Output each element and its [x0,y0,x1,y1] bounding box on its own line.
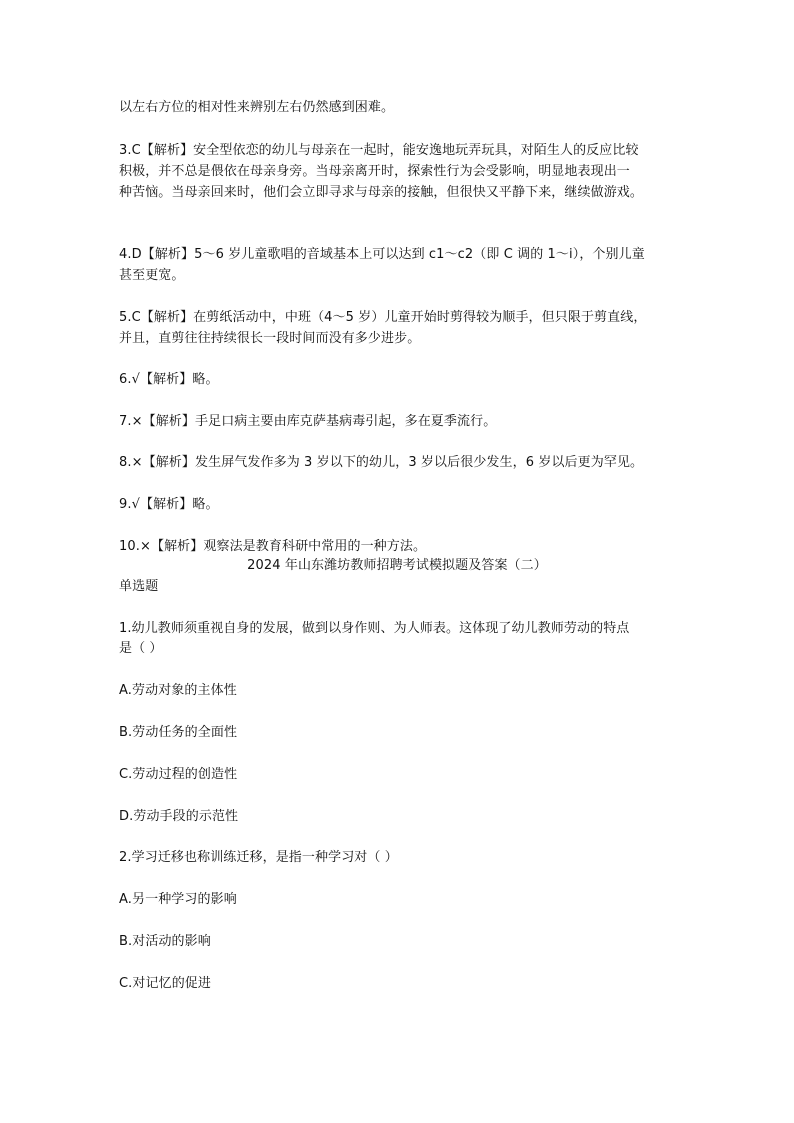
answer-6-line: 6.√【解析】略。 [119,372,219,387]
option-b: B.对活动的影响 [119,934,211,949]
answer-9-line: 9.√【解析】略。 [119,497,219,512]
option-c: C.劳动过程的创造性 [119,767,238,782]
section-heading: 单选题 [119,579,159,594]
option-c: C.对记忆的促进 [119,976,212,991]
answer-3-line: 积极，并不总是偎依在母亲身旁。当母亲离开时，探索性行为会受影响，明显地表现出一 [119,164,630,179]
answer-5-line: 5.C【解析】在剪纸活动中，中班（4～5 岁）儿童开始时剪得较为顺手，但只限于剪直线， [119,310,647,325]
answer-3-line: 种苦恼。当母亲回来时，他们会立即寻求与母亲的接触，但很快又平静下来，继续做游戏。 [119,185,644,200]
option-d: D.劳动手段的示范性 [119,809,239,824]
answer-4-line: 甚至更宽。 [119,268,185,283]
option-a: A.劳动对象的主体性 [119,683,237,698]
option-b: B.劳动任务的全面性 [119,725,238,740]
option-a: A.另一种学习的影响 [119,892,237,907]
answer-7-line: 7.×【解析】手足口病主要由库克萨基病毒引起，多在夏季流行。 [119,414,497,429]
question-2-line: 2.学习迁移也称训练迁移，是指一种学习对（ ） [119,850,398,865]
section-title: 2024 年山东潍坊教师招聘考试模拟题及答案（二） [247,558,547,573]
answer-5-line: 并且，直剪往往持续很长一段时间而没有多少进步。 [119,331,421,346]
answer-10-line: 10.×【解析】观察法是教育科研中常用的一种方法。 [119,539,427,554]
answer-8-line: 8.×【解析】发生屏气发作多为 3 岁以下的幼儿，3 岁以后很少发生，6 岁以后更为罕见。 [119,455,644,470]
text-line: 以左右方位的相对性来辨别左右仍然感到困难。 [119,100,395,115]
answer-3-line: 3.C【解析】安全型依恋的幼儿与母亲在一起时，能安逸地玩弄玩具，对陌生人的反应比较 [119,143,639,158]
question-1-line: 1.幼儿教师须重视自身的发展，做到以身作则、为人师表。这体现了幼儿教师劳动的特点 [119,621,630,636]
question-1-line: 是（ ） [119,641,163,656]
answer-4-line: 4.D【解析】5～6 岁儿童歌唱的音域基本上可以达到 c1～c2（即 C 调的 1～i），个别儿童 [119,247,645,262]
